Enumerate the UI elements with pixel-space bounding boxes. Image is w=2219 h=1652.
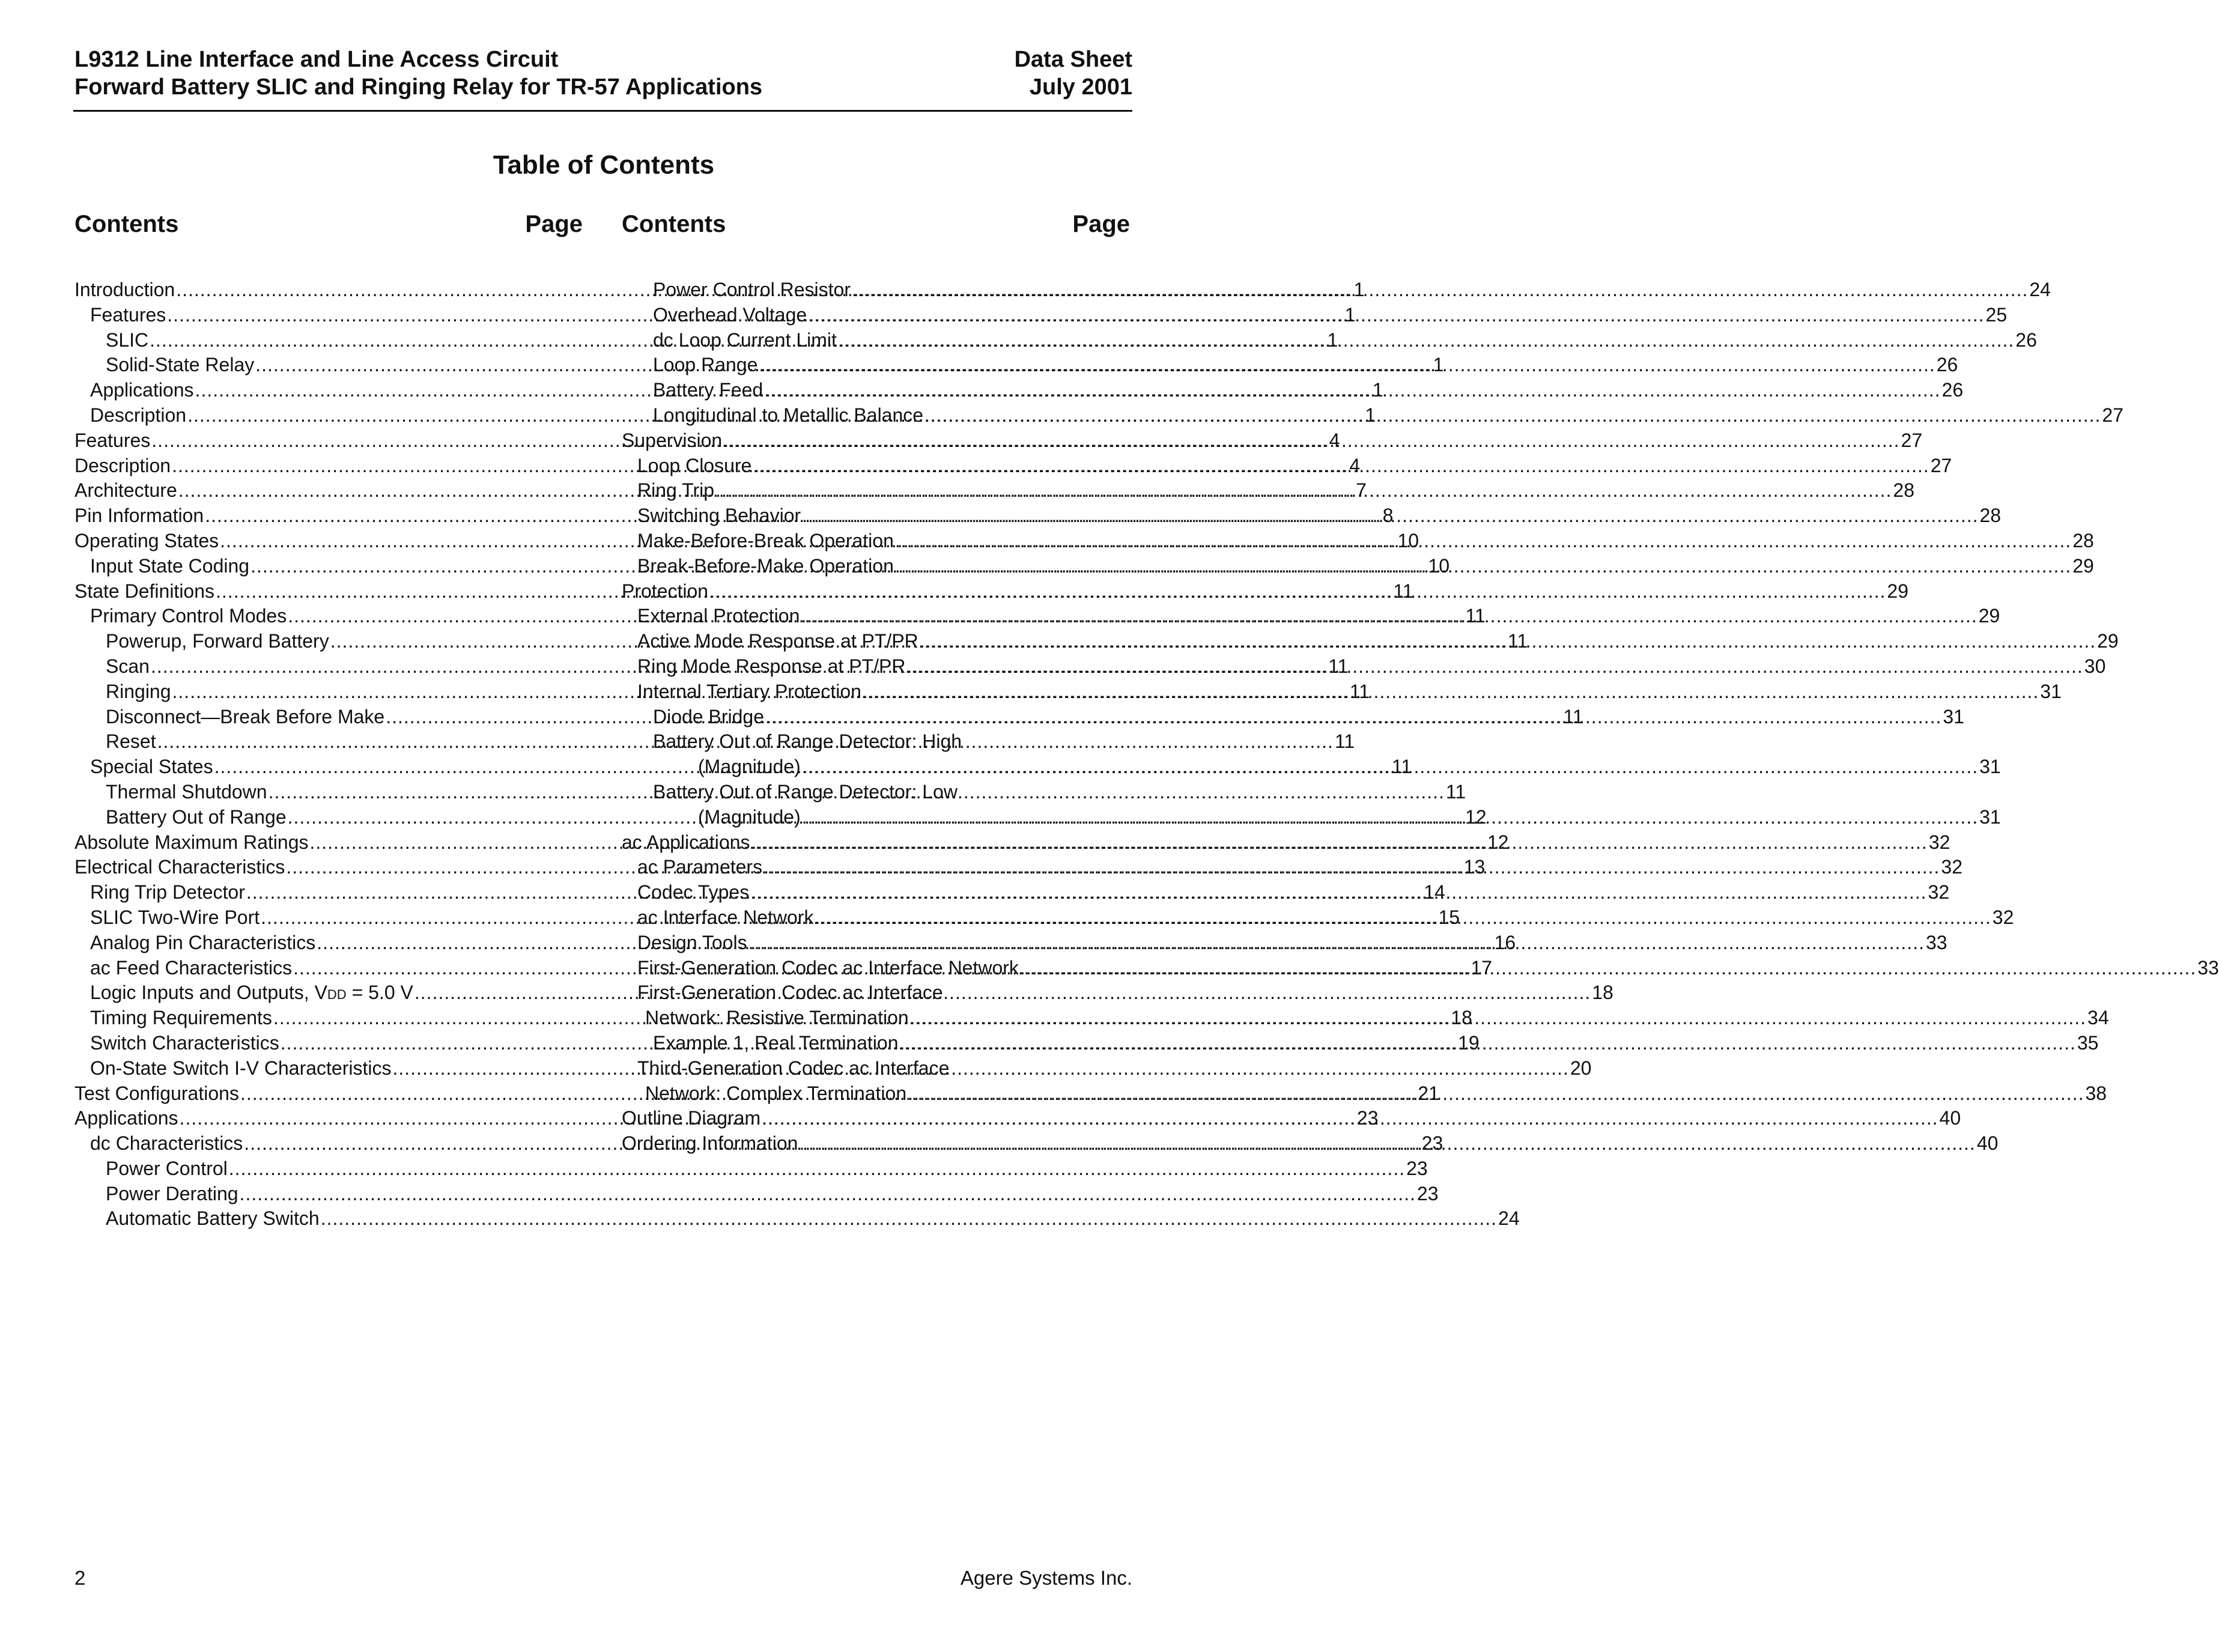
toc-entry-page: 27 — [1930, 454, 1952, 476]
toc-entry-text: Electrical Characteristics — [74, 856, 285, 878]
toc-entry-text: External Protection — [637, 605, 800, 627]
toc-entry-page: 31 — [1979, 806, 2001, 828]
toc-entry-page: 28 — [2072, 529, 2094, 551]
toc-entry-text: Battery Feed — [653, 379, 763, 401]
toc-entry-text: Codec Types — [637, 881, 750, 903]
toc-entry-page: 11 — [1445, 780, 1466, 803]
toc-entry-page: 23 — [1416, 1182, 1439, 1204]
toc-entry[interactable] — [74, 1182, 1439, 1207]
toc-entry-text: Internal Tertiary Protection — [637, 680, 861, 702]
toc-column-header — [622, 204, 1130, 246]
toc-entry-text: Network: Complex Termination — [645, 1082, 907, 1104]
toc-entry-page: 14 — [1424, 881, 1445, 903]
dot-leader — [920, 629, 2096, 654]
toc-entry-page: 40 — [1939, 1107, 1961, 1129]
toc-entry-page: 32 — [1928, 831, 1950, 853]
toc-entry-page: 7 — [1356, 479, 1367, 502]
toc-entry-page: 1 — [1344, 303, 1356, 326]
toc-column-header — [74, 204, 583, 246]
toc-entry-text: Outline Diagram — [622, 1107, 761, 1129]
toc-entry-text: dc Loop Current Limit — [653, 329, 837, 351]
toc-entry-heading-line[interactable] — [622, 780, 1130, 805]
dot-leader — [321, 1206, 1497, 1231]
toc-entry-text: Power Derating — [106, 1182, 238, 1204]
toc-entry-text: Absolute Maximum Ratings — [74, 831, 309, 853]
toc-entry-page: 32 — [1941, 856, 1963, 878]
dot-leader — [763, 855, 1940, 880]
toc-entry-text: Introduction — [74, 279, 175, 300]
toc-entry-text: Features — [90, 303, 166, 326]
toc-entry-text: Power Control — [106, 1157, 228, 1179]
toc-entry-text: Description — [74, 454, 171, 476]
toc-entry-page: 31 — [2040, 680, 2062, 702]
toc-entry-text: Break-Before-Make Operation — [637, 554, 894, 577]
toc-entry-page: 33 — [1925, 931, 1947, 953]
toc-entry[interactable] — [622, 278, 2051, 303]
toc-entry-text: Loop Range — [653, 354, 758, 376]
toc-entry-text: Active Mode Response at PT/PR — [637, 630, 918, 652]
header-divider — [73, 110, 1132, 112]
toc-entry-text: Third-Generation Codec ac Interface — [637, 1057, 950, 1079]
toc-entry-page: 27 — [2102, 404, 2123, 426]
dot-leader — [240, 1182, 1416, 1207]
toc-entry-heading-line[interactable] — [622, 980, 1130, 1006]
toc-entry-text: Primary Control Modes — [90, 605, 287, 627]
toc-entry-page: 38 — [2085, 1082, 2107, 1104]
toc-entry-page: 1 — [1372, 379, 1383, 401]
toc-entry-page: 30 — [2084, 655, 2106, 677]
toc-entry-page: 33 — [2197, 956, 2219, 979]
footer-page-number: 2 — [74, 1567, 86, 1589]
toc-entry[interactable] — [622, 503, 2002, 529]
toc-entry-text: Features — [74, 429, 151, 451]
toc-entry[interactable] — [622, 303, 2008, 328]
toc-entry-text: Input State Coding — [90, 554, 250, 577]
dot-leader — [910, 1006, 2086, 1031]
dot-leader — [924, 403, 2101, 428]
dot-leader — [762, 1106, 1938, 1131]
toc-entry-text: Ring Trip Detector — [90, 881, 245, 903]
dot-leader — [753, 454, 1929, 479]
toc-entry[interactable] — [74, 1206, 1520, 1231]
toc-entry-page: 4 — [1329, 429, 1340, 451]
toc-entry-text: Battery Out of Range Detector: High — [653, 730, 962, 753]
toc-entry-text: Battery Out of Range Detector: Low — [653, 780, 958, 803]
toc-entry-text: Switching Behavior — [637, 505, 801, 527]
toc-entry-page: 28 — [1979, 505, 2002, 527]
toc-entry-text: Applications — [90, 379, 194, 401]
toc-entry-page: 24 — [1498, 1207, 1520, 1230]
toc-entry-text: Description — [90, 404, 187, 426]
toc-entry-text: Special States — [90, 756, 213, 778]
toc-title: Table of Contents — [493, 150, 715, 180]
toc-entry[interactable] — [622, 428, 1923, 454]
toc-entry-text: (Magnitude) — [698, 806, 801, 828]
toc-entry-page: 32 — [1928, 881, 1950, 903]
toc-entry-page: 12 — [1487, 831, 1509, 853]
toc-entry-page: 12 — [1465, 806, 1487, 828]
toc-entry-text: Timing Requirements — [90, 1007, 272, 1029]
toc-entry-page: 1 — [1365, 404, 1376, 426]
toc-entry-page: 32 — [1992, 906, 2014, 928]
toc-entry-page: 16 — [1494, 931, 1516, 953]
dot-leader — [229, 1156, 1405, 1182]
toc-entry-text: Scan — [106, 655, 150, 677]
toc-entry-text: Overhead Voltage — [653, 303, 807, 326]
contents-heading: Contents — [74, 211, 179, 237]
dot-leader — [750, 880, 1926, 905]
dot-leader — [723, 428, 1899, 454]
toc-entry-page: 10 — [1428, 554, 1450, 577]
dot-leader — [900, 1031, 2076, 1056]
toc-entry-page: 1 — [1327, 329, 1338, 351]
toc-entry-page: 23 — [1421, 1132, 1443, 1155]
toc-entry-text: Power Control Resistor — [653, 279, 851, 300]
footer-company: Agere Systems Inc. — [960, 1567, 1132, 1589]
toc-entry[interactable] — [622, 454, 1952, 479]
toc-entry-page: 11 — [1393, 580, 1413, 602]
toc-entry-page: 21 — [1418, 1082, 1439, 1104]
toc-entry-page: 26 — [1936, 354, 1958, 376]
toc-entry-page: 29 — [2097, 630, 2119, 652]
toc-entry-text: Battery Out of Range — [106, 806, 287, 828]
toc-entry-text: ac Parameters — [637, 856, 763, 878]
toc-entry[interactable] — [622, 328, 2037, 353]
toc-entry-page: 10 — [1397, 529, 1419, 551]
toc-entry-text: SLIC Two-Wire Port — [90, 906, 260, 928]
toc-entry-text: State Definitions — [74, 580, 215, 602]
dot-leader — [808, 303, 1984, 328]
dot-leader — [895, 529, 2071, 554]
toc-entry-page: 1 — [1353, 279, 1365, 300]
toc-entry-text: ac Interface Network — [637, 906, 814, 928]
toc-entry-text: Operating States — [74, 529, 219, 551]
toc-entry-page: 34 — [2087, 1007, 2109, 1029]
toc-entry-text: Diode Bridge — [653, 705, 764, 727]
toc-entry-page: 23 — [1406, 1157, 1428, 1179]
toc-entry-page: 31 — [1943, 705, 1964, 727]
toc-entry-text: Disconnect—Break Before Make — [106, 705, 385, 727]
toc-entry-text: Longitudinal to Metallic Balance — [653, 404, 924, 426]
dot-leader — [764, 378, 1940, 403]
toc-entry-page: 11 — [1508, 630, 1528, 652]
header-doc-type: Data Sheet — [1014, 47, 1132, 72]
toc-entry[interactable] — [74, 1156, 1428, 1182]
toc-entry-page: 17 — [1471, 956, 1493, 979]
dot-leader — [715, 478, 1892, 503]
toc-entry-text: (Magnitude) — [698, 756, 801, 778]
toc-entry-text: Architecture — [74, 479, 177, 502]
toc-entry-page: 11 — [1391, 756, 1412, 778]
toc-entry-heading-line[interactable] — [622, 1056, 1130, 1081]
toc-entry-text: Pin Information — [74, 505, 204, 527]
toc-entry-page: 26 — [2015, 329, 2037, 351]
dot-leader — [908, 1081, 2084, 1107]
dot-leader — [751, 830, 1927, 855]
toc-entry[interactable] — [622, 403, 2123, 428]
toc-entry-text: Powerup, Forward Battery — [106, 630, 329, 652]
document-header-meta — [1015, 46, 1132, 101]
toc-entry-page: 18 — [1451, 1007, 1472, 1029]
toc-entry-page: 11 — [1563, 705, 1583, 727]
toc-entry-page: 26 — [1941, 379, 1964, 401]
header-title-line2: Forward Battery SLIC and Ringing Relay for TR-57 Applications — [74, 74, 763, 100]
toc-entry-page: 29 — [1978, 605, 2000, 627]
toc-entry-page: 25 — [1985, 303, 2008, 326]
toc-entry-page: 15 — [1438, 906, 1460, 928]
toc-entry-text: First-Generation Codec ac Interface Network — [637, 956, 1019, 979]
dot-leader — [801, 604, 1977, 629]
page-heading: Page — [1072, 211, 1130, 237]
dot-leader — [815, 905, 1991, 931]
toc-entry-page: 1 — [1433, 354, 1444, 376]
toc-entry-page: 20 — [1570, 1057, 1592, 1079]
dot-leader — [802, 755, 1978, 780]
toc-entry-text: ac Applications — [622, 831, 750, 853]
toc-entry-page: 13 — [1463, 856, 1486, 878]
page-heading: Page — [525, 211, 583, 237]
dot-leader — [748, 931, 1925, 956]
toc-entry-page: 27 — [1901, 429, 1923, 451]
toc-entry-text: Test Configurations — [74, 1082, 239, 1104]
toc-entry[interactable] — [622, 378, 1964, 403]
toc-entry-page: 18 — [1592, 982, 1613, 1004]
toc-entry-text: Automatic Battery Switch — [106, 1207, 320, 1230]
toc-entry-text: Ordering Information — [622, 1132, 798, 1155]
toc-entry-text: Loop Closure — [637, 454, 752, 476]
dot-leader — [802, 503, 1978, 529]
toc-entry-page: 11 — [1349, 680, 1370, 702]
toc-entry-text: Network: Resistive Termination — [645, 1007, 909, 1029]
dot-leader — [863, 679, 2039, 705]
document-header — [74, 46, 762, 101]
dot-leader — [895, 554, 2071, 579]
toc-entry-text: Example 1, Real Termination — [653, 1031, 899, 1054]
toc-entry-page: 4 — [1349, 454, 1361, 476]
toc-entry-text: Make-Before-Break Operation — [637, 529, 894, 551]
dot-leader — [799, 1131, 1975, 1156]
toc-entry-page: 11 — [1334, 730, 1355, 753]
toc-entry-page: 11 — [1328, 655, 1349, 677]
toc-entry-text: Ringing — [106, 680, 171, 702]
toc-entry-page: 23 — [1356, 1107, 1379, 1129]
dot-leader — [1020, 956, 2196, 981]
toc-entry-text: Thermal Shutdown — [106, 780, 267, 803]
toc-entry-page: 11 — [1465, 605, 1486, 627]
toc-entry-page: 31 — [1979, 756, 2001, 778]
header-title-line1: L9312 Line Interface and Line Access Circuit — [74, 47, 559, 72]
header-date: July 2001 — [1029, 74, 1132, 100]
toc-entry-text: dc Characteristics — [90, 1132, 243, 1155]
dot-leader — [759, 353, 1935, 378]
toc-entry-text: On-State Switch I-V Characteristics — [90, 1057, 392, 1079]
toc-entry-text: Supervision — [622, 429, 723, 451]
toc-entry-page: 40 — [1976, 1132, 1999, 1155]
toc-entry-page: 35 — [2077, 1031, 2099, 1054]
toc-entry-page: 19 — [1458, 1031, 1480, 1054]
toc-entry-text: Design Tools — [637, 931, 747, 953]
dot-leader — [906, 654, 2083, 679]
toc-entry-page: 29 — [2072, 554, 2094, 577]
dot-leader — [852, 278, 2028, 303]
toc-entry-text: Protection — [622, 580, 709, 602]
toc-entry-text: Ring Mode Response at PT/PR — [637, 655, 906, 677]
toc-entry-heading-line[interactable] — [622, 729, 1130, 755]
toc-entry-text: Solid-State Relay — [106, 354, 255, 376]
contents-heading: Contents — [622, 211, 726, 237]
toc-entry[interactable] — [622, 478, 1914, 503]
toc-entry-text: Applications — [74, 1107, 178, 1129]
toc-entry-page: 24 — [2029, 279, 2051, 300]
toc-entry-page: 28 — [1893, 479, 1914, 502]
dot-leader — [838, 328, 2014, 353]
toc-entry-text: ac Feed Characteristics — [90, 956, 293, 979]
toc-entry-page: 29 — [1887, 580, 1909, 602]
toc-entry-text: Ring Trip — [637, 479, 715, 502]
toc-entry-text: Logic Inputs and Outputs, VDD = 5.0 V — [90, 982, 413, 1004]
dot-leader — [765, 705, 1941, 730]
toc-entry-text: First-Generation Codec ac Interface — [637, 982, 943, 1004]
toc-entry-text: SLIC — [106, 329, 149, 351]
toc-entry-text: Reset — [106, 730, 156, 753]
dot-leader — [802, 805, 1978, 830]
dot-leader — [709, 579, 1886, 604]
toc-entry[interactable] — [622, 353, 1958, 378]
toc-entry-page: 8 — [1382, 505, 1394, 527]
toc-entry-text: Analog Pin Characteristics — [90, 931, 316, 953]
toc-entry-text: Switch Characteristics — [90, 1031, 279, 1054]
